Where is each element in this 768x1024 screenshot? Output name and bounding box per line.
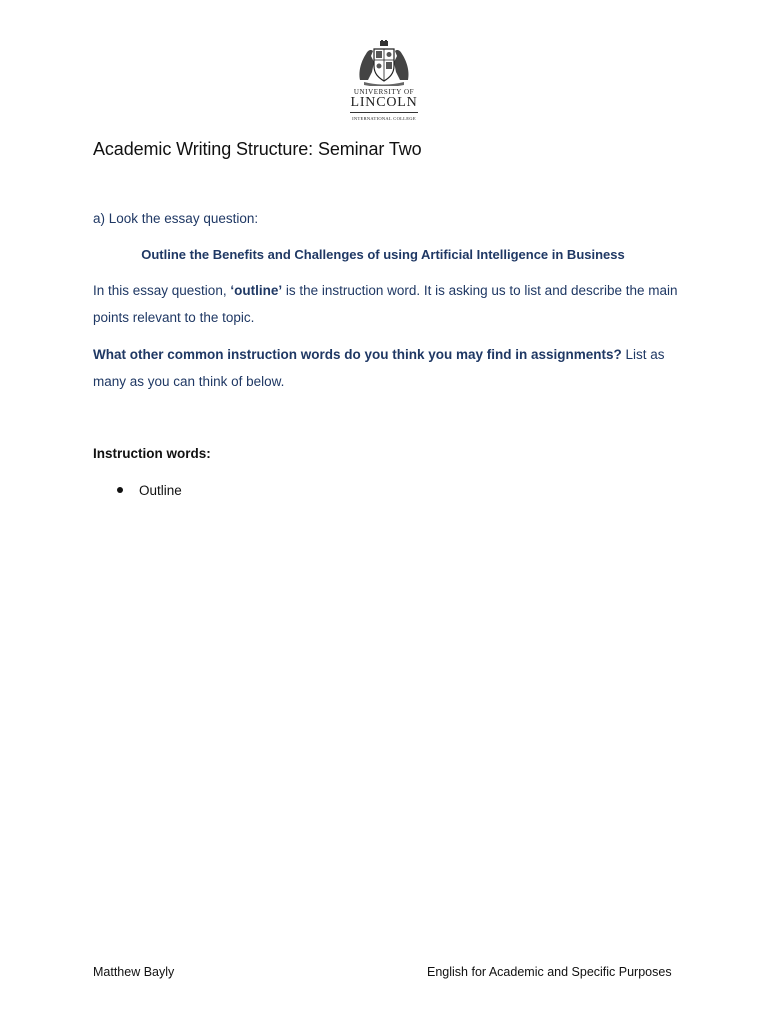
list-item-text: Outline	[139, 483, 182, 498]
coat-of-arms-icon	[356, 40, 412, 86]
explanation-paragraph	[93, 277, 683, 331]
prompt-paragraph	[93, 341, 683, 395]
question-a: a) Look the essay question:	[93, 211, 259, 226]
explanation-text-after: is the instruction word. It is asking us to list and describe the main points relevant to the topic.	[93, 283, 678, 325]
list-item	[93, 477, 182, 504]
instruction-keyword: ‘outline’	[230, 283, 283, 298]
bullet-icon	[117, 487, 123, 493]
instruction-words-heading: Instruction words:	[93, 446, 211, 461]
logo-line-university-of: UNIVERSITY OF	[353, 88, 415, 96]
footer-course: English for Academic and Specific Purposes	[427, 965, 672, 979]
footer-author: Matthew Bayly	[93, 965, 175, 979]
essay-question: Outline the Benefits and Challenges of using Artificial Intelligence in Business	[141, 247, 625, 262]
university-logo	[346, 40, 422, 124]
instruction-words-list	[93, 477, 182, 504]
logo-divider	[350, 112, 418, 113]
logo-line-international-college: INTERNATIONAL COLLEGE	[352, 116, 416, 121]
prompt-question: What other common instruction words do you think you may find in assignments?	[93, 347, 622, 362]
page-title: Academic Writing Structure: Seminar Two	[93, 139, 422, 159]
explanation-text-before: In this essay question,	[93, 283, 231, 298]
logo-line-lincoln: LINCOLN	[350, 95, 418, 110]
prompt-instruction: List as many as you can think of below.	[93, 347, 665, 389]
